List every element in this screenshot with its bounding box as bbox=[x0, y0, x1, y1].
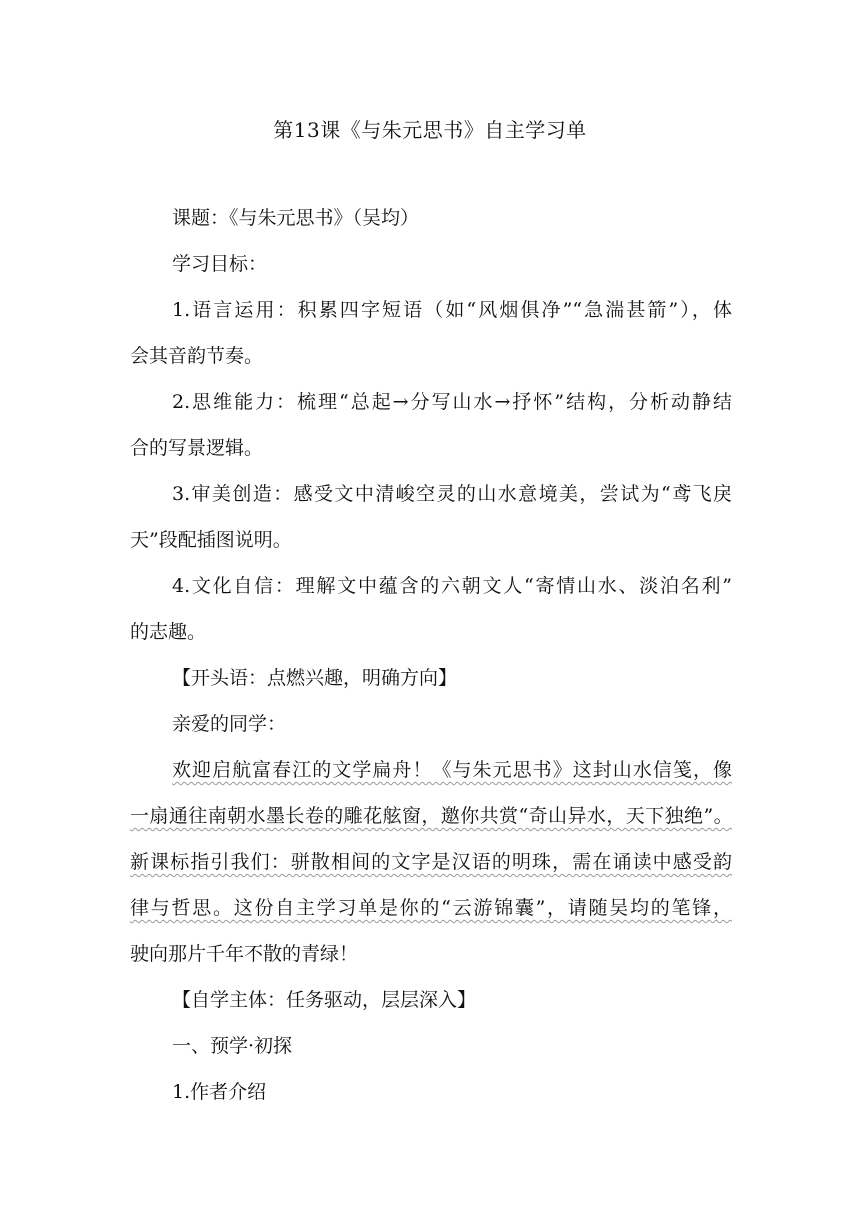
opening-section-heading: 【开头语：点燃兴趣，明确方向】 bbox=[172, 667, 458, 689]
intro-paragraph-line-1: 欢迎启航富春江的文学扁舟！《与朱元思书》这封山水信笺，像 bbox=[172, 759, 732, 781]
objective-3-line-1: 3.审美创造：感受文中清峻空灵的山水意境美，尝试为“鸢飞戾 bbox=[172, 483, 732, 505]
self-study-section-heading: 【自学主体：任务驱动，层层深入】 bbox=[172, 989, 477, 1011]
intro-paragraph-line-5: 驶向那片千年不散的青绿！ bbox=[130, 943, 359, 965]
objective-3-line-2: 天”段配插图说明。 bbox=[130, 529, 292, 551]
objective-1-line-2: 会其音韵节奏。 bbox=[130, 345, 264, 367]
intro-paragraph-line-4: 律与哲思。这份自主学习单是你的“云游锦囊”，请随吴均的笔锋， bbox=[130, 897, 732, 919]
objectives-heading: 学习目标： bbox=[172, 253, 268, 275]
objective-2-line-2: 合的写景逻辑。 bbox=[130, 437, 264, 459]
objective-4-line-2: 的志趣。 bbox=[130, 621, 207, 643]
intro-paragraph-line-3: 新课标指引我们：骈散相间的文字是汉语的明珠，需在诵读中感受韵 bbox=[130, 851, 732, 873]
author-intro-heading: 1.作者介绍 bbox=[172, 1081, 267, 1103]
greeting: 亲爱的同学： bbox=[172, 713, 287, 735]
intro-paragraph-line-2: 一扇通往南朝水墨长卷的雕花舷窗，邀你共赏“奇山异水，天下独绝”。 bbox=[130, 805, 732, 827]
objective-4-line-1: 4.文化自信：理解文中蕴含的六朝文人“寄情山水、淡泊名利” bbox=[172, 575, 732, 597]
objective-1-line-1: 1.语言运用：积累四字短语（如“风烟俱净”“急湍甚箭”），体 bbox=[172, 299, 732, 321]
objective-2-line-1: 2.思维能力：梳理“总起→分写山水→抒怀”结构，分析动静结 bbox=[172, 391, 732, 413]
document-title: 第13课《与朱元思书》自主学习单 bbox=[273, 118, 587, 142]
document-body bbox=[130, 206, 732, 1126]
lesson-topic: 课题：《与朱元思书》（吴均） bbox=[172, 207, 420, 229]
part-one-heading: 一、预学·初探 bbox=[172, 1035, 293, 1057]
